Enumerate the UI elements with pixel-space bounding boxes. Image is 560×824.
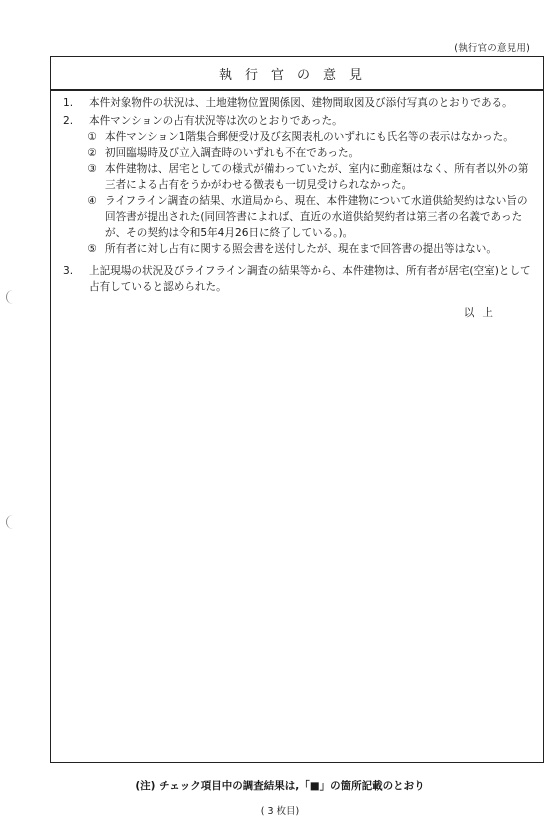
subitem-mark: ⑤ — [87, 243, 97, 255]
subitem-mark: ④ — [87, 195, 97, 207]
subitem-3 — [63, 161, 531, 193]
footer-note: (注) チェック項目中の調査結果は,「■」の箇所記載のとおり — [135, 780, 425, 792]
opinion-body — [51, 91, 543, 321]
page-number: ( 3 枚目) — [260, 806, 300, 817]
form-title: 執行官の意見 — [51, 57, 543, 91]
form-type-label: (執行官の意見用) — [454, 43, 530, 54]
subitem-1 — [63, 129, 531, 145]
item-number: 1. — [63, 97, 74, 109]
item-text: 上記現場の状況及びライフライン調査の結果等から、本件建物は、所有者が居宅(空室)として占有していると認められた。 — [89, 265, 531, 293]
item-text: 本件対象物件の状況は、土地建物位置関係図、建物間取図及び添付写真のとおりである。 — [89, 97, 513, 109]
opinion-frame — [50, 56, 544, 763]
subitem-mark: ① — [87, 131, 97, 143]
subitem-mark: ② — [87, 147, 97, 159]
subitem-4 — [63, 193, 531, 241]
item-number: 3. — [63, 265, 74, 277]
subitem-text: 初回臨場時及び立入調査時のいずれも不在であった。 — [105, 147, 360, 159]
item-2 — [63, 113, 531, 129]
subitem-text: 所有者に対し占有に関する照会書を送付したが、現在まで回答書の提出等はない。 — [105, 243, 497, 255]
subitem-text: 本件建物は、居宅としての様式が備わっていたが、室内に動産類はなく、所有者以外の第三者による占有をうかがわせる徴表も一切見受けられなかった。 — [105, 163, 529, 191]
subitem-5 — [63, 241, 531, 257]
subitem-2 — [63, 145, 531, 161]
scan-artifact-mark — [6, 515, 15, 529]
item-text: 本件マンションの占有状況等は次のとおりであった。 — [89, 115, 343, 127]
closing-mark: 以上 — [463, 307, 501, 319]
subitem-mark: ③ — [87, 163, 97, 175]
scan-artifact-mark — [6, 290, 15, 304]
item-3 — [63, 263, 531, 295]
item-number: 2. — [63, 115, 74, 127]
item-1 — [63, 95, 531, 111]
subitem-text: ライフライン調査の結果、水道局から、現在、本件建物について水道供給契約はない旨の回答書が提出された(同回答書によれば、直近の水道供給契約者は第三者の名義であったが、その契約は令和5年4月26日に終了している。)。 — [105, 195, 528, 239]
subitem-text: 本件マンション1階集合郵便受け及び玄関表札のいずれにも氏名等の表示はなかった。 — [105, 131, 514, 143]
